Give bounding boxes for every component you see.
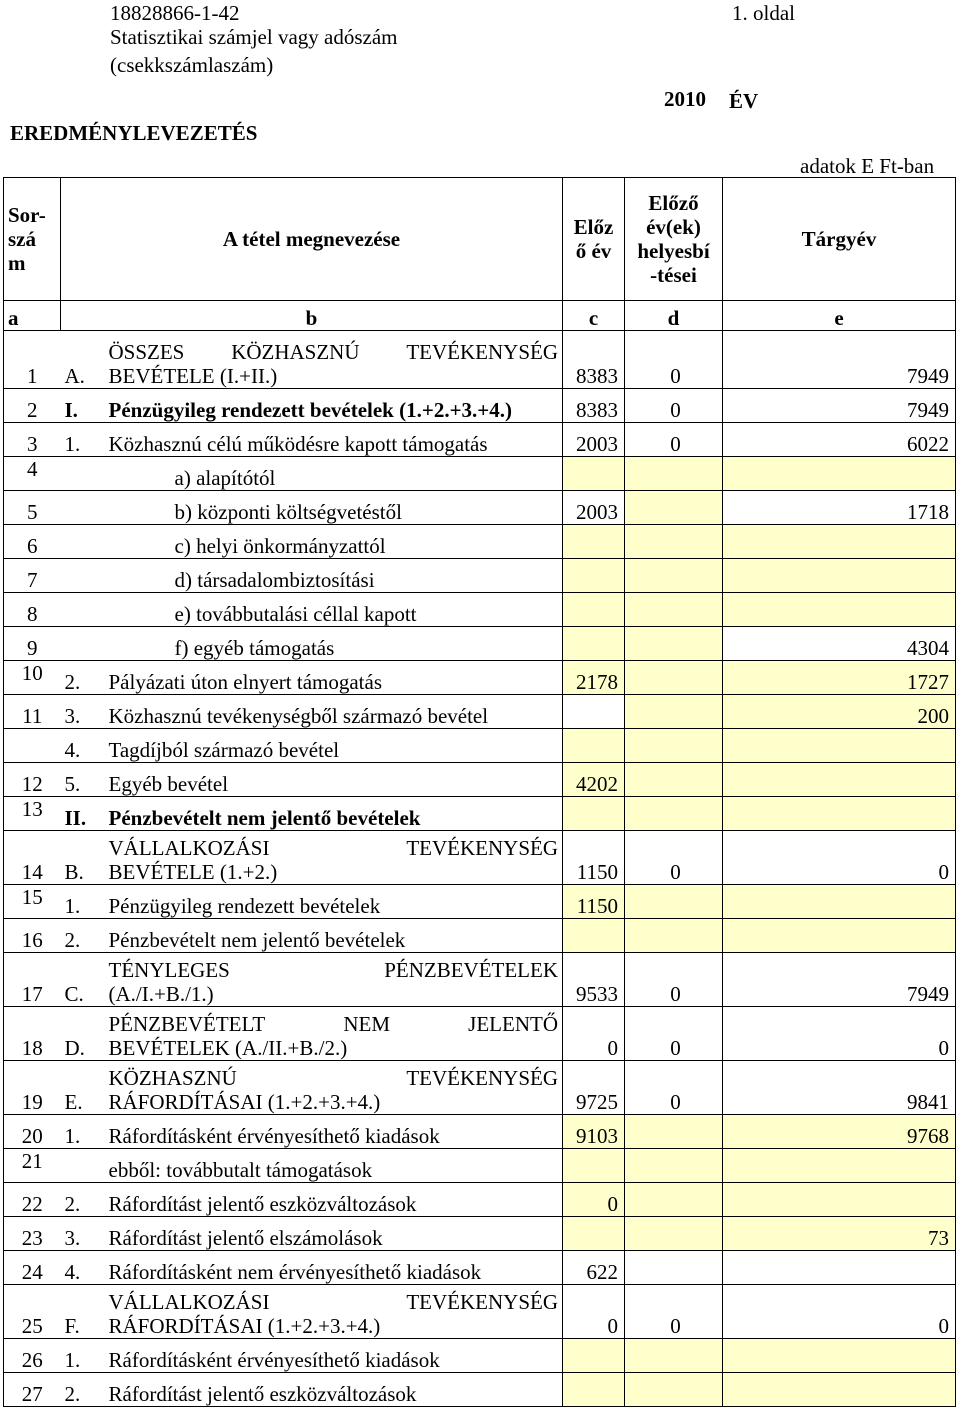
row-description-line: [109, 1012, 559, 1036]
cell-c: 0: [563, 1007, 625, 1061]
cell-e: [723, 1149, 956, 1183]
cell-c: 4202: [563, 763, 625, 797]
row-number: 25: [4, 1285, 61, 1339]
row-description: f) egyéb támogatás: [105, 627, 563, 661]
row-description: Közhasznú célú működésre kapott támogatás: [105, 423, 563, 457]
cell-c: 1150: [563, 831, 625, 885]
cell-c: 8383: [563, 389, 625, 423]
row-description-word: TEVÉKENYSÉG: [406, 1066, 558, 1090]
row-item-code: 2.: [61, 1183, 105, 1217]
row-number: 23: [4, 1217, 61, 1251]
row-description: [105, 331, 563, 389]
column-letter-b: b: [61, 301, 563, 331]
table-row: [4, 1339, 956, 1373]
row-number: 21: [4, 1149, 61, 1183]
table-row: [4, 885, 956, 919]
cell-e: 7949: [723, 389, 956, 423]
row-item-code: 3.: [61, 1217, 105, 1251]
cell-d: 0: [625, 1007, 723, 1061]
row-description: Ráfordítást jelentő elszámolások: [105, 1217, 563, 1251]
table-row: [4, 1251, 956, 1285]
row-description-word: VÁLLALKOZÁSI: [108, 836, 270, 860]
row-item-code: [61, 593, 105, 627]
table-row: [4, 831, 956, 885]
cell-e: [723, 885, 956, 919]
cell-c: 8383: [563, 331, 625, 389]
row-item-code: 1.: [61, 885, 105, 919]
row-number: 27: [4, 1373, 61, 1407]
table-row: [4, 1373, 956, 1407]
cell-e: [723, 559, 956, 593]
table-row: [4, 763, 956, 797]
cell-e: 0: [723, 1285, 956, 1339]
cell-d: [625, 1115, 723, 1149]
cell-e: [723, 1183, 956, 1217]
cell-c: 0: [563, 1285, 625, 1339]
table-row: [4, 729, 956, 763]
row-item-code: [61, 1149, 105, 1183]
cell-d: 0: [625, 953, 723, 1007]
page-number: 1. oldal: [732, 1, 795, 25]
row-item-code: [61, 491, 105, 525]
row-description: Ráfordítást jelentő eszközváltozások: [105, 1373, 563, 1407]
row-number: 14: [4, 831, 61, 885]
table-row: [4, 919, 956, 953]
unit-label: adatok E Ft-ban: [800, 154, 935, 178]
cell-d: 0: [625, 389, 723, 423]
table-row: [4, 1007, 956, 1061]
cell-e: [723, 797, 956, 831]
row-description: Pályázati úton elnyert támogatás: [105, 661, 563, 695]
row-description-word: KÖZHASZNÚ: [108, 1066, 237, 1090]
cell-e: [723, 593, 956, 627]
cell-c: [563, 797, 625, 831]
cell-d: 0: [625, 831, 723, 885]
table-row: [4, 1217, 956, 1251]
cell-d: 0: [625, 423, 723, 457]
cell-c: 1150: [563, 885, 625, 919]
cell-c: 2003: [563, 491, 625, 525]
row-description: [105, 1007, 563, 1061]
report-year: 2010: [664, 87, 706, 111]
cell-e: 6022: [723, 423, 956, 457]
cell-e: [723, 457, 956, 491]
row-description-word: NEM: [343, 1012, 391, 1036]
row-description: [105, 1061, 563, 1115]
table-row: [4, 423, 956, 457]
row-description-word: PÉNZBEVÉTELT: [108, 1012, 266, 1036]
row-description-word: ÖSSZES: [108, 340, 185, 364]
column-header-c: Előz ő év: [563, 178, 625, 301]
stat-id-sublabel: (csekkszámlaszám): [110, 53, 274, 77]
cell-d: [625, 661, 723, 695]
row-description-line: RÁFORDÍTÁSAI (1.+2.+3.+4.): [108, 1090, 381, 1114]
cell-c: 622: [563, 1251, 625, 1285]
row-number: 6: [4, 525, 61, 559]
row-item-code: 1.: [61, 423, 105, 457]
row-description-line: BEVÉTELEK (A./II.+B./2.): [108, 1036, 348, 1060]
row-description-word: TÉNYLEGES: [108, 958, 230, 982]
row-description: Pénzügyileg rendezett bevételek (1.+2.+3.+4.): [105, 389, 563, 423]
cell-e: 200: [723, 695, 956, 729]
row-item-code: II.: [61, 797, 105, 831]
row-number: 19: [4, 1061, 61, 1115]
row-description: ebből: továbbutalt támogatások: [105, 1149, 563, 1183]
table-row: [4, 1061, 956, 1115]
cell-d: [625, 763, 723, 797]
row-number: 17: [4, 953, 61, 1007]
table-row: [4, 457, 956, 491]
row-item-code: [61, 525, 105, 559]
table-row: [4, 1183, 956, 1217]
cell-c: 9103: [563, 1115, 625, 1149]
document-title: EREDMÉNYLEVEZETÉS: [10, 121, 258, 145]
row-description-line: BEVÉTELE (I.+II.): [108, 364, 278, 388]
cell-c: [563, 729, 625, 763]
row-description: [105, 1285, 563, 1339]
cell-c: [563, 1373, 625, 1407]
cell-c: [563, 525, 625, 559]
cell-d: [625, 1339, 723, 1373]
row-description: Közhasznú tevékenységből származó bevétel: [105, 695, 563, 729]
row-item-code: [61, 627, 105, 661]
table-row: [4, 1115, 956, 1149]
row-description-line: (A./I.+B./1.): [108, 982, 214, 1006]
row-description: b) központi költségvetéstől: [105, 491, 563, 525]
row-description: Egyéb bevétel: [105, 763, 563, 797]
column-header-b: A tétel megnevezése: [61, 178, 563, 301]
cell-e: 1718: [723, 491, 956, 525]
cell-d: [625, 797, 723, 831]
table-row: [4, 661, 956, 695]
row-number: 3: [4, 423, 61, 457]
row-description-line: [109, 836, 559, 860]
table-row: [4, 593, 956, 627]
cell-c: 9725: [563, 1061, 625, 1115]
column-header-d: Előző év(ek) helyesbí -tései: [625, 178, 723, 301]
row-description: e) továbbutalási céllal kapott: [105, 593, 563, 627]
column-header-row: [4, 178, 956, 301]
table-row: [4, 491, 956, 525]
cell-c: [563, 457, 625, 491]
cell-d: [625, 559, 723, 593]
cell-d: 0: [625, 1061, 723, 1115]
column-letter-e: e: [723, 301, 956, 331]
row-number: 13: [4, 797, 61, 831]
row-description-word: KÖZHASZNÚ: [231, 340, 360, 364]
row-item-code: [61, 457, 105, 491]
cell-c: [563, 593, 625, 627]
cell-e: [723, 1373, 956, 1407]
row-number: 18: [4, 1007, 61, 1061]
cell-e: 4304: [723, 627, 956, 661]
row-description-line: [109, 340, 559, 364]
row-item-code: [61, 559, 105, 593]
cell-d: [625, 1183, 723, 1217]
row-item-code: 5.: [61, 763, 105, 797]
cell-e: [723, 919, 956, 953]
row-item-code: 3.: [61, 695, 105, 729]
row-description-word: TEVÉKENYSÉG: [406, 340, 558, 364]
row-number: 20: [4, 1115, 61, 1149]
cell-e: 7949: [723, 953, 956, 1007]
row-item-code: F.: [61, 1285, 105, 1339]
cell-e: 0: [723, 1007, 956, 1061]
table-row: [4, 695, 956, 729]
row-item-code: 4.: [61, 729, 105, 763]
row-item-code: 2.: [61, 919, 105, 953]
cell-c: [563, 1217, 625, 1251]
row-description-line: [109, 958, 559, 982]
tax-id: 18828866-1-42: [110, 1, 240, 25]
cell-e: 73: [723, 1217, 956, 1251]
cell-d: [625, 1217, 723, 1251]
row-description: d) társadalombiztosítási: [105, 559, 563, 593]
row-description-word: VÁLLALKOZÁSI: [108, 1290, 270, 1314]
column-letter-a: a: [4, 301, 61, 331]
row-number: 8: [4, 593, 61, 627]
column-header-e: Tárgyév: [723, 178, 956, 301]
row-number: 1: [4, 331, 61, 389]
income-statement-table: [3, 177, 956, 1407]
column-letter-c: c: [563, 301, 625, 331]
row-item-code: 2.: [61, 661, 105, 695]
table-row: [4, 797, 956, 831]
cell-d: [625, 729, 723, 763]
cell-c: 9533: [563, 953, 625, 1007]
cell-d: [625, 919, 723, 953]
table-row: [4, 627, 956, 661]
cell-e: 9841: [723, 1061, 956, 1115]
row-description-line: [109, 1290, 559, 1314]
cell-c: [563, 919, 625, 953]
row-description-line: [109, 1066, 559, 1090]
cell-c: [563, 627, 625, 661]
row-item-code: E.: [61, 1061, 105, 1115]
row-description: Pénzügyileg rendezett bevételek: [105, 885, 563, 919]
row-item-code: I.: [61, 389, 105, 423]
column-letter-row: [4, 301, 956, 331]
row-description: c) helyi önkormányzattól: [105, 525, 563, 559]
row-item-code: 4.: [61, 1251, 105, 1285]
table-row: [4, 559, 956, 593]
row-item-code: 1.: [61, 1115, 105, 1149]
cell-e: [723, 1251, 956, 1285]
row-number: 22: [4, 1183, 61, 1217]
table-row: [4, 389, 956, 423]
row-number: 12: [4, 763, 61, 797]
column-letter-d: d: [625, 301, 723, 331]
cell-d: [625, 457, 723, 491]
row-description: Tagdíjból származó bevétel: [105, 729, 563, 763]
cell-d: [625, 1373, 723, 1407]
cell-d: [625, 695, 723, 729]
table-row: [4, 1285, 956, 1339]
cell-c: [563, 1149, 625, 1183]
row-number: 15: [4, 885, 61, 919]
row-number: 7: [4, 559, 61, 593]
row-number: 16: [4, 919, 61, 953]
cell-e: [723, 763, 956, 797]
row-number: 5: [4, 491, 61, 525]
stat-id-label: Statisztikai számjel vagy adószám: [110, 25, 398, 49]
cell-e: 1727: [723, 661, 956, 695]
row-number: 9: [4, 627, 61, 661]
cell-e: [723, 1339, 956, 1373]
row-description-line: RÁFORDÍTÁSAI (1.+2.+3.+4.): [108, 1314, 381, 1338]
row-number: 24: [4, 1251, 61, 1285]
cell-d: [625, 885, 723, 919]
row-description: Pénzbevételt nem jelentő bevételek: [105, 797, 563, 831]
cell-c: 2178: [563, 661, 625, 695]
row-number: 2: [4, 389, 61, 423]
row-description-word: PÉNZBEVÉTELEK: [384, 958, 558, 982]
row-description-word: JELENTŐ: [468, 1012, 558, 1036]
cell-d: 0: [625, 1285, 723, 1339]
row-description-word: TEVÉKENYSÉG: [406, 836, 558, 860]
row-item-code: D.: [61, 1007, 105, 1061]
table-row: [4, 331, 956, 389]
cell-c: 2003: [563, 423, 625, 457]
row-item-code: B.: [61, 831, 105, 885]
year-label: ÉV: [729, 89, 759, 113]
row-number: 10: [4, 661, 61, 695]
row-item-code: C.: [61, 953, 105, 1007]
cell-d: [625, 1251, 723, 1285]
row-item-code: 1.: [61, 1339, 105, 1373]
cell-e: 9768: [723, 1115, 956, 1149]
cell-e: 0: [723, 831, 956, 885]
row-description: a) alapítótól: [105, 457, 563, 491]
cell-c: [563, 1339, 625, 1373]
row-item-code: 2.: [61, 1373, 105, 1407]
row-number: 26: [4, 1339, 61, 1373]
row-description: Ráfordításként érvényesíthető kiadások: [105, 1115, 563, 1149]
cell-e: [723, 729, 956, 763]
cell-d: [625, 491, 723, 525]
column-header-a: Sor- szá m: [4, 178, 61, 301]
cell-d: [625, 525, 723, 559]
row-description: Ráfordítást jelentő eszközváltozások: [105, 1183, 563, 1217]
cell-e: 7949: [723, 331, 956, 389]
table-row: [4, 525, 956, 559]
table-row: [4, 953, 956, 1007]
row-description-line: BEVÉTELE (1.+2.): [108, 860, 278, 884]
row-description: Ráfordításként nem érvényesíthető kiadások: [105, 1251, 563, 1285]
cell-d: [625, 1149, 723, 1183]
row-description: Ráfordításként érvényesíthető kiadások: [105, 1339, 563, 1373]
row-description-word: TEVÉKENYSÉG: [406, 1290, 558, 1314]
row-number: 4: [4, 457, 61, 491]
table-row: [4, 1149, 956, 1183]
row-number: [4, 729, 61, 763]
row-number: 11: [4, 695, 61, 729]
cell-c: [563, 559, 625, 593]
row-description: [105, 953, 563, 1007]
row-item-code: A.: [61, 331, 105, 389]
cell-d: [625, 593, 723, 627]
cell-c: 0: [563, 1183, 625, 1217]
cell-d: 0: [625, 331, 723, 389]
cell-e: [723, 525, 956, 559]
cell-d: [625, 627, 723, 661]
row-description: [105, 831, 563, 885]
cell-c: [563, 695, 625, 729]
row-description: Pénzbevételt nem jelentő bevételek: [105, 919, 563, 953]
